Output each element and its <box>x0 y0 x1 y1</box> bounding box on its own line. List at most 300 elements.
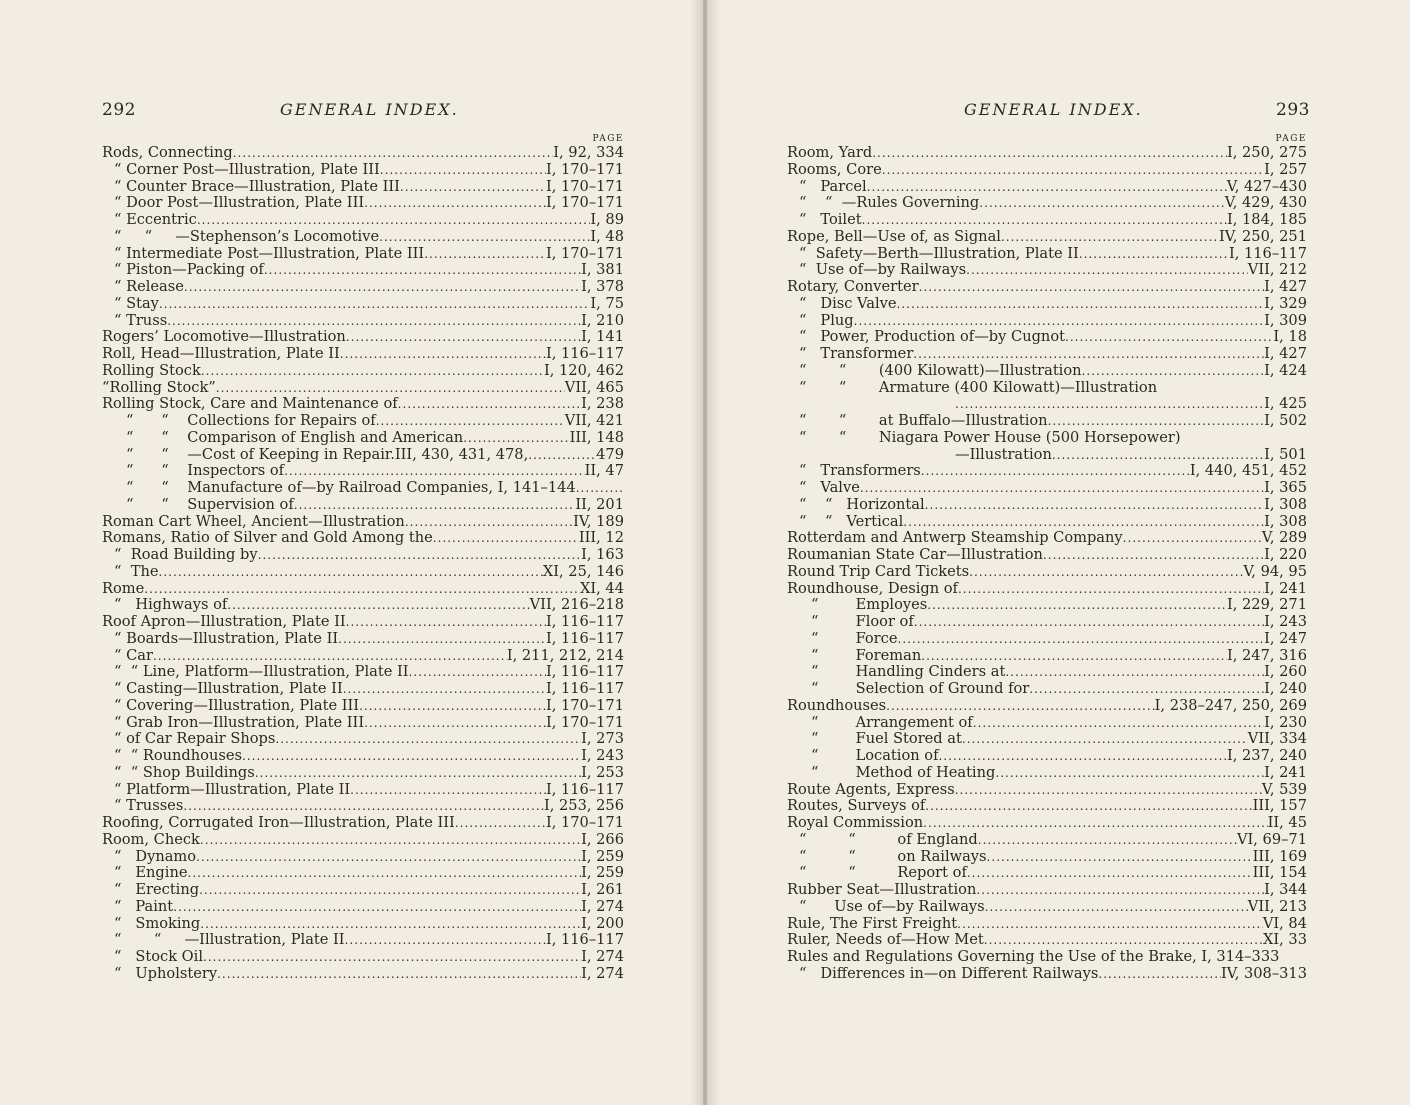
entry-reference: I, 18 <box>1273 328 1307 346</box>
leader-dots <box>275 731 581 748</box>
index-entry <box>102 262 624 279</box>
entry-reference: I, 238–247, 250, 269 <box>1154 696 1307 714</box>
leader-dots <box>1123 530 1262 547</box>
left-page <box>0 0 703 1105</box>
entry-term: “ Car <box>114 646 153 664</box>
leader-dots <box>995 765 1264 782</box>
index-entry <box>102 782 624 799</box>
leader-dots <box>201 363 544 380</box>
leader-dots <box>1082 363 1265 380</box>
entry-reference: I, 230 <box>1264 713 1307 731</box>
entry-reference: V, 427–430 <box>1226 177 1307 195</box>
index-entry <box>787 246 1307 263</box>
entry-term: “ Corner Post—Illustration, Plate III <box>114 160 380 178</box>
index-entry <box>102 547 624 564</box>
entry-term: Rotterdam and Antwerp Steamship Company <box>787 529 1123 547</box>
entry-reference: I, 308 <box>1264 512 1307 530</box>
index-entry <box>102 865 624 882</box>
entry-term: “ “ Manufacture of—by Railroad Companies, I, 141–144 <box>126 479 576 496</box>
index-entry <box>787 748 1307 765</box>
entry-reference: II, 47 <box>584 462 624 480</box>
leader-dots <box>343 681 546 698</box>
entry-term: “ “ Horizontal <box>799 495 925 513</box>
index-entry <box>787 597 1307 614</box>
index-entry <box>787 631 1307 648</box>
leader-dots <box>242 748 581 765</box>
leader-dots <box>258 547 581 564</box>
index-entry <box>787 262 1307 279</box>
index-entry <box>787 916 1307 933</box>
right-page <box>707 0 1410 1105</box>
leader-dots <box>350 782 546 799</box>
index-entry <box>787 212 1307 229</box>
entry-term: Roundhouses <box>787 696 887 714</box>
index-entry <box>102 212 624 229</box>
leader-dots <box>217 966 581 983</box>
entry-term: “ Use of—by Railways <box>799 897 985 915</box>
entry-term: “ Grab Iron—Illustration, Plate III <box>114 713 365 731</box>
entry-term: “ Trusses <box>114 797 184 815</box>
leader-dots <box>966 262 1248 279</box>
index-entry <box>787 514 1307 531</box>
entry-term: “ Fuel Stored at <box>811 730 962 748</box>
running-head: GENERAL INDEX. <box>280 100 459 119</box>
index-entry <box>102 346 624 363</box>
index-entry <box>787 296 1307 313</box>
leader-dots <box>200 832 581 849</box>
entry-reference: I, 48 <box>590 227 624 245</box>
index-entry <box>102 229 624 246</box>
index-entry <box>787 614 1307 631</box>
leader-dots <box>576 480 624 497</box>
entry-reference: VI, 69–71 <box>1236 830 1307 848</box>
running-head: GENERAL INDEX. <box>964 100 1143 119</box>
entry-reference: I, 116–117 <box>545 931 624 949</box>
entry-reference: I, 211, 212, 214 <box>506 646 624 664</box>
index-entry <box>787 547 1307 564</box>
entry-reference: I, 274 <box>581 897 624 915</box>
index-entry <box>102 916 624 933</box>
index-entry <box>787 815 1307 832</box>
entry-term: “ The <box>114 562 159 580</box>
leader-dots <box>463 430 569 447</box>
entry-reference: I, 425 <box>1264 395 1307 413</box>
entry-term: “ Road Building by <box>114 546 258 563</box>
entry-term: “ Differences in—on Different Railways <box>799 964 1099 982</box>
entry-reference: I, 238 <box>581 395 624 413</box>
entry-reference: VII, 334 <box>1247 730 1307 748</box>
page-column-label: PAGE <box>592 134 624 144</box>
entry-reference: I, 184, 185 <box>1226 211 1307 228</box>
entry-term: “ “ Armature (400 Kilowatt)—Illustration <box>799 378 1158 396</box>
entry-term: “ “ —Cost of Keeping in Repair.III, 430, 431, 478, <box>126 445 529 463</box>
index-entry <box>787 363 1307 380</box>
entry-term: “ Parcel <box>799 177 867 195</box>
index-entry <box>787 731 1307 748</box>
entry-reference: I, 210 <box>581 311 624 329</box>
index-entry <box>787 664 1307 681</box>
index-entry <box>787 581 1307 598</box>
index-entry <box>787 463 1307 480</box>
entry-term: “ Stay <box>114 294 159 312</box>
leader-dots <box>398 396 581 413</box>
entry-term: “ “ —Illustration, Plate II <box>114 931 345 949</box>
leader-dots <box>233 145 554 162</box>
index-entry <box>102 899 624 916</box>
index-entry <box>102 614 624 631</box>
entry-reference: III, 12 <box>578 529 624 547</box>
entry-reference: XI, 44 <box>579 579 624 597</box>
index-entry <box>102 849 624 866</box>
leader-dots <box>1079 246 1229 263</box>
leader-dots <box>1001 229 1219 246</box>
index-entry <box>787 380 1307 397</box>
entry-reference: I, 170–171 <box>545 814 624 831</box>
index-entry <box>787 430 1307 447</box>
index-entry <box>787 782 1307 799</box>
entry-reference: II, 201 <box>575 495 624 513</box>
entry-term: Rubber Seat—Illustration <box>787 881 977 898</box>
entry-term: “ “ —Stephenson’s Locomotive <box>114 227 380 245</box>
entry-reference: I, 116–117 <box>545 663 624 681</box>
leader-dots <box>923 815 1267 832</box>
entry-reference: I, 502 <box>1264 412 1307 429</box>
entry-reference: I, 163 <box>581 546 624 563</box>
entry-reference: I, 253, 256 <box>543 797 624 815</box>
entry-term: “ “ —Rules Governing <box>799 194 980 212</box>
leader-dots <box>860 480 1264 497</box>
index-entry <box>102 380 624 397</box>
leader-dots <box>173 899 581 916</box>
index-entry <box>102 179 624 196</box>
index-entry <box>102 748 624 765</box>
index-entries <box>787 145 1307 983</box>
leader-dots <box>409 664 546 681</box>
leader-dots <box>159 296 590 313</box>
entry-term: Royal Commission <box>787 814 924 831</box>
leader-dots <box>925 497 1264 514</box>
entry-term: Roof Apron—Illustration, Plate II <box>102 613 346 630</box>
entry-term: Room, Yard <box>787 144 873 161</box>
entry-reference: III, 154 <box>1252 864 1307 882</box>
entry-reference: V, 94, 95 <box>1243 562 1307 580</box>
entry-term: “ Transformer <box>799 345 914 362</box>
entry-reference: VII, 421 <box>564 412 624 429</box>
index-entry <box>787 396 1307 413</box>
leader-dots <box>927 597 1227 614</box>
leader-dots <box>200 916 581 933</box>
entry-reference: IV, 250, 251 <box>1218 227 1307 245</box>
entry-reference: I, 424 <box>1264 361 1307 379</box>
leader-dots <box>433 530 579 547</box>
index-entry <box>102 480 624 497</box>
entry-reference: I, 200 <box>581 914 624 932</box>
leader-dots <box>184 279 581 296</box>
leader-dots <box>376 413 565 430</box>
entry-reference: I, 170–171 <box>545 177 624 195</box>
leader-dots <box>1043 547 1264 564</box>
entry-term: “ Smoking <box>114 914 201 932</box>
entry-term: “ of Car Repair Shops <box>114 730 276 748</box>
index-entry <box>102 363 624 380</box>
entry-reference: I, 92, 334 <box>553 144 624 161</box>
index-entry <box>787 966 1307 983</box>
leader-dots <box>405 514 573 531</box>
entry-reference: XI, 33 <box>1262 931 1307 949</box>
leader-dots <box>955 782 1262 799</box>
index-entry <box>102 882 624 899</box>
index-entry <box>787 849 1307 866</box>
entry-term: Rope, Bell—Use of, as Signal <box>787 227 1001 245</box>
leader-dots <box>346 329 581 346</box>
entry-reference: V, 289 <box>1261 529 1307 547</box>
entry-term: “ Highways of <box>114 596 228 614</box>
entry-reference: I, 274 <box>581 948 624 965</box>
entry-term: “ Erecting <box>114 881 200 898</box>
leader-dots <box>921 463 1190 480</box>
entry-reference: I, 243 <box>581 747 624 764</box>
entry-term: “ Truss <box>114 311 168 329</box>
entry-reference: I, 329 <box>1264 294 1307 312</box>
entry-reference: I, 116–117 <box>545 613 624 630</box>
index-entry <box>787 447 1307 464</box>
index-entry <box>787 832 1307 849</box>
leader-dots <box>294 497 576 514</box>
leader-dots <box>914 614 1264 631</box>
entry-term: Rolling Stock, Care and Maintenance of <box>102 395 398 413</box>
index-entry <box>102 246 624 263</box>
entry-term: “ Floor of <box>811 613 914 630</box>
entry-term: “ “ (400 Kilowatt)—Illustration <box>799 361 1082 379</box>
index-entry <box>102 715 624 732</box>
entry-reference: I, 253 <box>581 763 624 781</box>
page-number: 292 <box>102 100 136 120</box>
entry-reference: I, 440, 451, 452 <box>1189 462 1307 480</box>
entry-reference: IV, 189 <box>573 512 624 530</box>
index-entry <box>787 899 1307 916</box>
entry-term: “ Piston—Packing of <box>114 261 264 279</box>
entry-reference: I, 378 <box>581 278 624 295</box>
index-entry <box>102 664 624 681</box>
index-entry <box>787 195 1307 212</box>
entry-term: Round Trip Card Tickets <box>787 562 970 580</box>
entry-reference: V, 539 <box>1261 780 1307 798</box>
entry-term: “ Transformers <box>799 462 921 480</box>
entry-reference: I, 141 <box>581 328 624 346</box>
leader-dots <box>196 849 581 866</box>
leader-dots <box>1005 664 1264 681</box>
leader-dots <box>919 279 1265 296</box>
index-entry <box>787 765 1307 782</box>
index-entry <box>102 530 624 547</box>
index-entry <box>102 430 624 447</box>
entry-term: “ “ of England <box>799 830 978 848</box>
entry-term: Rogers’ Locomotive—Illustration <box>102 328 346 346</box>
entry-reference: 479 <box>596 445 624 463</box>
leader-dots <box>969 564 1243 581</box>
index-entry <box>102 932 624 949</box>
entry-reference: I, 116–117 <box>545 629 624 647</box>
leader-dots <box>255 765 581 782</box>
index-entry <box>102 815 624 832</box>
leader-dots <box>197 212 591 229</box>
book-gutter <box>690 0 720 1105</box>
index-entry <box>102 798 624 815</box>
entry-reference: I, 170–171 <box>545 713 624 731</box>
index-entry <box>787 229 1307 246</box>
index-entry <box>787 564 1307 581</box>
leader-dots <box>455 815 546 832</box>
leader-dots <box>872 145 1227 162</box>
index-entry <box>787 865 1307 882</box>
entry-reference: I, 365 <box>1264 479 1307 496</box>
index-entry <box>787 313 1307 330</box>
index-entry <box>102 648 624 665</box>
entry-term: “ “ Niagara Power House (500 Horsepower) <box>799 428 1181 446</box>
entry-term: “ “ on Railways <box>799 847 987 865</box>
entry-term: Rods, Connecting <box>102 144 233 161</box>
leader-dots <box>203 949 581 966</box>
leader-dots <box>987 849 1253 866</box>
index-column <box>102 133 624 983</box>
index-entry <box>102 564 624 581</box>
entry-term: “ Engine <box>114 864 188 882</box>
entry-term: “ Arrangement of <box>811 713 973 731</box>
leader-dots <box>380 162 546 179</box>
leader-dots <box>854 313 1264 330</box>
index-entry <box>102 447 624 464</box>
entry-term: “ Release <box>114 278 184 295</box>
entry-reference: VII, 465 <box>564 378 624 396</box>
entry-term: Roman Cart Wheel, Ancient—Illustration <box>102 512 405 530</box>
entry-term: “ Platform—Illustration, Plate II <box>114 780 351 798</box>
leader-dots <box>183 798 544 815</box>
entry-term: Route Agents, Express <box>787 780 955 798</box>
leader-dots <box>967 865 1253 882</box>
leader-dots <box>364 715 546 732</box>
entry-reference: I, 308 <box>1264 495 1307 513</box>
entry-term: Routes, Surveys of <box>787 797 926 815</box>
leader-dots <box>925 798 1252 815</box>
entry-reference: I, 237, 240 <box>1226 747 1307 764</box>
entry-term: “ Location of <box>811 747 939 764</box>
entry-term: “ “ Supervision of <box>126 495 294 513</box>
entry-term: “ Eccentric <box>114 211 197 228</box>
index-entry <box>787 346 1307 363</box>
index-entry <box>102 698 624 715</box>
entry-term: “ “ Collections for Repairs of <box>126 412 376 429</box>
entry-reference: III, 157 <box>1252 797 1307 815</box>
entry-reference: I, 170–171 <box>545 244 624 262</box>
entry-term: “ Counter Brace—Illustration, Plate III <box>114 177 400 195</box>
leader-dots <box>962 731 1248 748</box>
entry-term: “ Casting—Illustration, Plate II <box>114 680 343 697</box>
index-entry <box>102 329 624 346</box>
index-entry <box>787 932 1307 949</box>
entry-term: “ Toilet <box>799 211 862 228</box>
index-entry <box>102 413 624 430</box>
entry-term: “ Foreman <box>811 646 922 664</box>
entry-reference: I, 116–117 <box>545 680 624 697</box>
entry-term: Roofing, Corrugated Iron—Illustration, Plate III <box>102 814 455 831</box>
index-entry <box>102 597 624 614</box>
entry-term: “ Intermediate Post—Illustration, Plate III <box>114 244 425 262</box>
leader-dots <box>913 346 1264 363</box>
entry-term: “ Upholstery <box>114 964 218 982</box>
entry-term: Roumanian State Car—Illustration <box>787 546 1043 563</box>
leader-dots <box>199 882 581 899</box>
entry-reference: I, 89 <box>590 211 624 228</box>
leader-dots <box>921 648 1227 665</box>
index-entry <box>102 162 624 179</box>
index-entry <box>787 413 1307 430</box>
leader-dots <box>216 380 565 397</box>
entry-reference: VII, 212 <box>1247 261 1307 279</box>
entry-reference: I, 241 <box>1264 763 1307 781</box>
entry-reference: I, 260 <box>1264 663 1307 681</box>
leader-dots <box>882 162 1264 179</box>
entry-reference: I, 243 <box>1264 613 1307 630</box>
index-entry <box>787 648 1307 665</box>
leader-dots <box>886 698 1155 715</box>
entry-term: Rooms, Core <box>787 160 882 178</box>
index-entry <box>787 798 1307 815</box>
index-entry <box>787 279 1307 296</box>
entry-term: “ “ Vertical <box>799 512 904 530</box>
index-entry <box>102 731 624 748</box>
entry-term: —Illustration <box>955 445 1052 463</box>
entry-reference: VII, 213 <box>1247 897 1307 915</box>
leader-dots <box>978 832 1237 849</box>
index-entry <box>787 681 1307 698</box>
entry-term: “ Method of Heating <box>811 763 996 781</box>
entry-reference: I, 259 <box>581 864 624 882</box>
entry-term: “ “ Inspectors of <box>126 462 285 480</box>
entry-term: Room, Check <box>102 830 200 848</box>
leader-dots <box>264 262 581 279</box>
entry-term: “ “ Comparison of English and American <box>126 428 464 446</box>
entry-term: “ Disc Valve <box>799 294 897 312</box>
entry-reference: I, 381 <box>581 261 624 279</box>
index-entry <box>102 631 624 648</box>
index-entry <box>102 832 624 849</box>
entry-reference: II, 45 <box>1267 814 1307 831</box>
entry-reference: XI, 25, 146 <box>542 562 624 580</box>
index-entry <box>787 882 1307 899</box>
entry-reference: I, 344 <box>1264 881 1307 898</box>
leader-dots <box>973 715 1264 732</box>
entry-reference: III, 148 <box>569 428 624 446</box>
leader-dots <box>364 195 546 212</box>
leader-dots <box>1098 966 1221 983</box>
entry-term: Ruler, Needs of—How Met <box>787 931 984 949</box>
leader-dots <box>1052 447 1264 464</box>
entry-reference: I, 229, 271 <box>1226 596 1307 614</box>
entry-term: Rolling Stock <box>102 361 201 379</box>
leader-dots <box>867 179 1227 196</box>
index-entry <box>787 715 1307 732</box>
entry-term: “ Employes <box>811 596 928 614</box>
entry-reference: I, 266 <box>581 830 624 848</box>
entry-reference: I, 274 <box>581 964 624 982</box>
entry-reference: I, 273 <box>581 730 624 748</box>
leader-dots <box>528 447 596 464</box>
leader-dots <box>153 648 507 665</box>
leader-dots <box>957 916 1263 933</box>
leader-dots <box>346 614 546 631</box>
entry-term: “ “ Report of <box>799 864 967 882</box>
leader-dots <box>338 631 546 648</box>
